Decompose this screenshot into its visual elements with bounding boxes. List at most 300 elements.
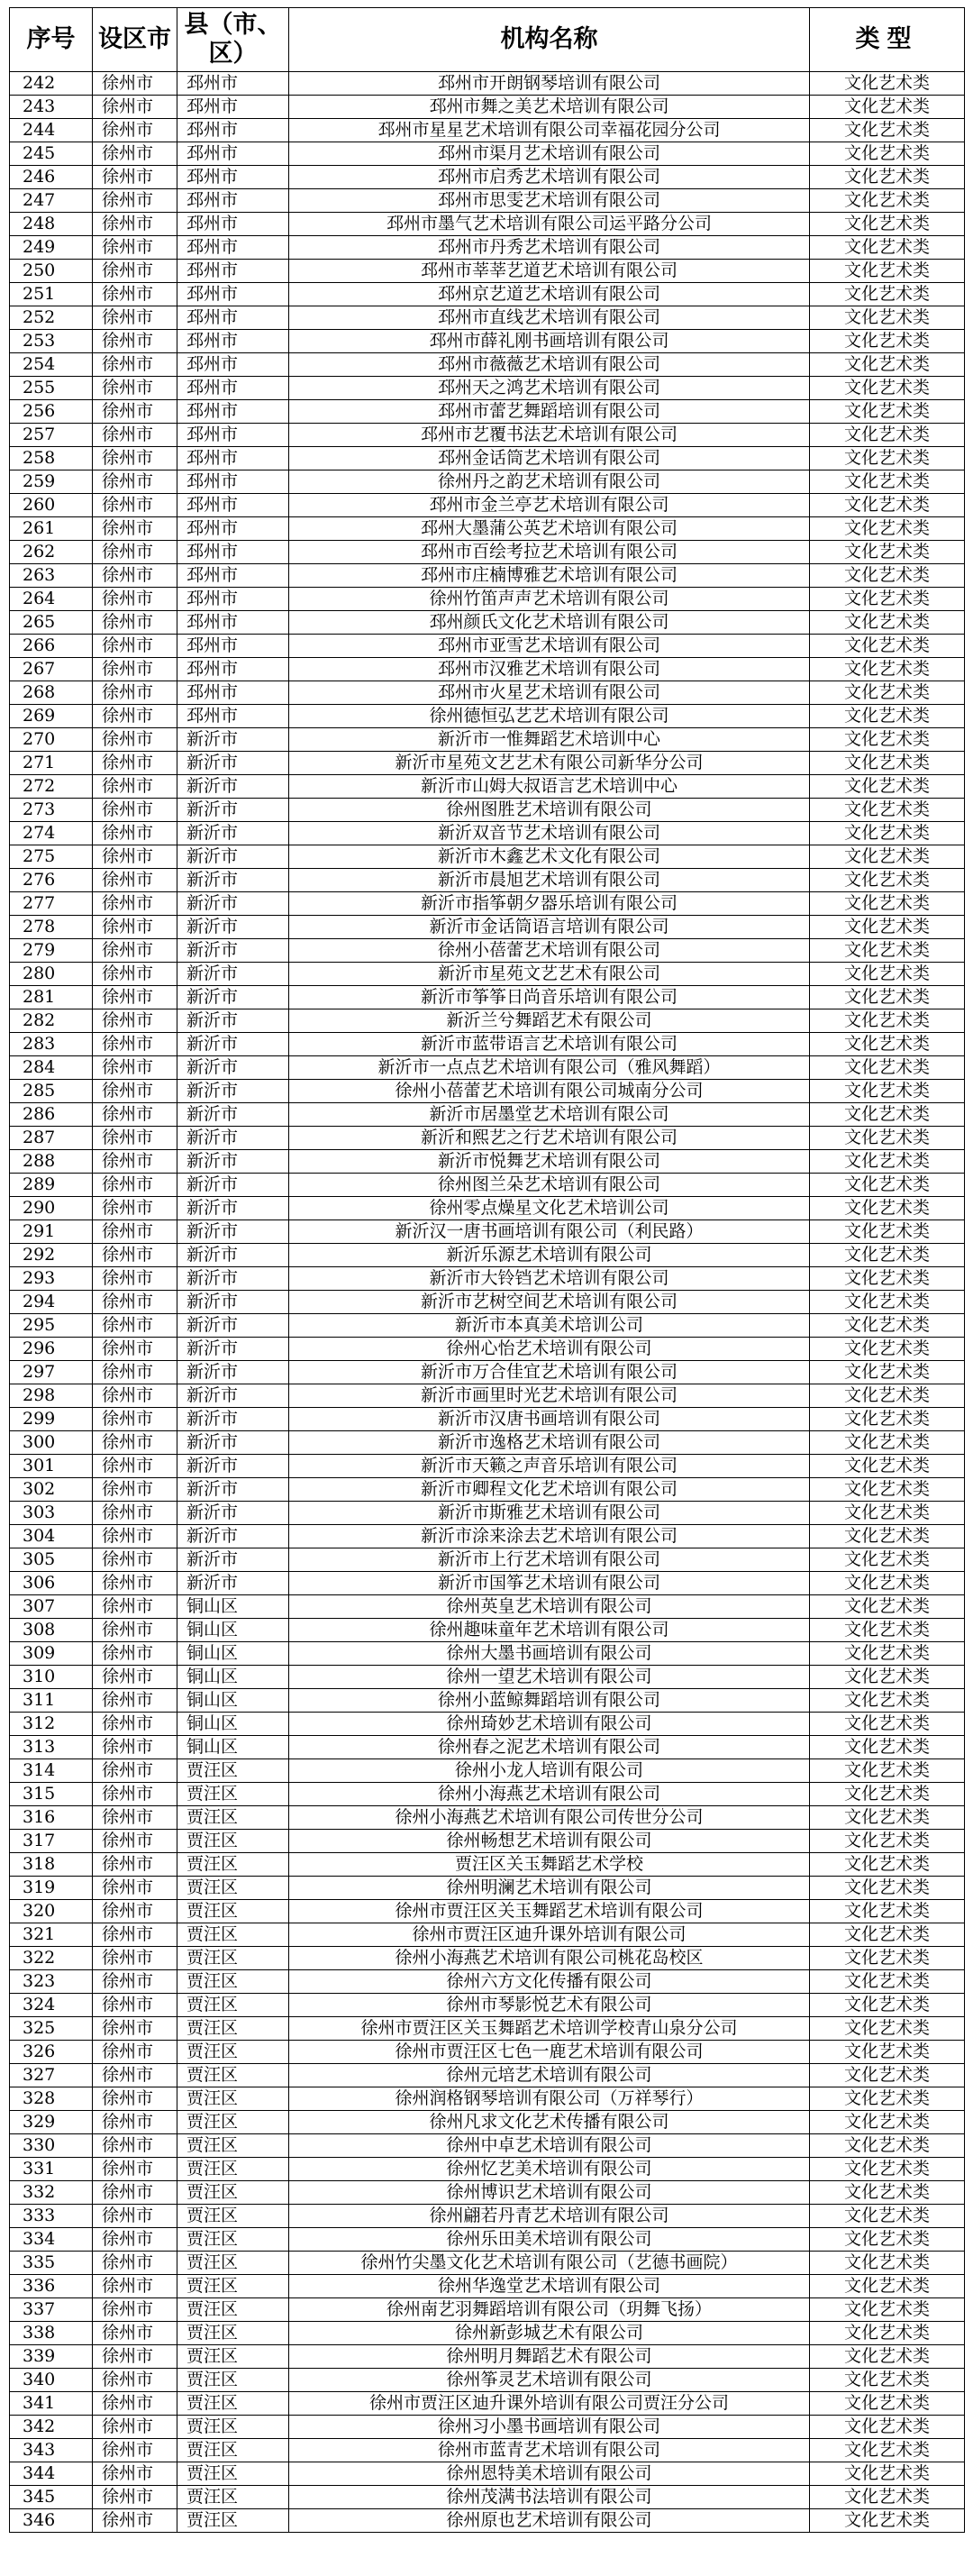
- cell-seq: 318: [10, 1853, 93, 1877]
- table-row: [10, 1947, 965, 1970]
- cell-type: 文化艺术类: [810, 1595, 965, 1619]
- cell-type: 文化艺术类: [810, 1478, 965, 1502]
- table-row: [10, 1478, 965, 1502]
- table-row: [10, 1548, 965, 1572]
- cell-type: 文化艺术类: [810, 1502, 965, 1525]
- cell-seq: 285: [10, 1080, 93, 1103]
- cell-county: 贾汪区: [177, 2064, 289, 2087]
- cell-name: 徐州竹尖墨文化艺术培训有限公司（艺德书画院）: [289, 2252, 810, 2275]
- cell-name: 徐州凡求文化艺术传播有限公司: [289, 2111, 810, 2134]
- cell-type: 文化艺术类: [810, 939, 965, 963]
- cell-county: 新沂市: [177, 1150, 289, 1174]
- cell-type: 文化艺术类: [810, 213, 965, 236]
- cell-name: 邳州市莘莘艺道艺术培训有限公司: [289, 260, 810, 283]
- cell-city: 徐州市: [93, 2416, 177, 2439]
- cell-type: 文化艺术类: [810, 119, 965, 142]
- cell-county: 新沂市: [177, 1127, 289, 1150]
- cell-name: 新沂市涂来涂去艺术培训有限公司: [289, 1525, 810, 1548]
- cell-city: 徐州市: [93, 1174, 177, 1197]
- cell-city: 徐州市: [93, 822, 177, 845]
- table-row: [10, 2322, 965, 2345]
- cell-type: 文化艺术类: [810, 611, 965, 635]
- cell-seq: 335: [10, 2252, 93, 2275]
- cell-county: 贾汪区: [177, 2345, 289, 2369]
- cell-type: 文化艺术类: [810, 2228, 965, 2252]
- cell-county: 新沂市: [177, 1103, 289, 1127]
- table-row: [10, 236, 965, 260]
- cell-name: 徐州忆艺美术培训有限公司: [289, 2158, 810, 2181]
- cell-type: 文化艺术类: [810, 1291, 965, 1314]
- cell-name: 邳州市艺覆书法艺术培训有限公司: [289, 424, 810, 447]
- cell-county: 贾汪区: [177, 1900, 289, 1923]
- cell-county: 新沂市: [177, 1033, 289, 1056]
- table-row: [10, 1525, 965, 1548]
- cell-city: 徐州市: [93, 2205, 177, 2228]
- cell-county: 铜山区: [177, 1736, 289, 1759]
- cell-seq: 329: [10, 2111, 93, 2134]
- cell-city: 徐州市: [93, 1619, 177, 1642]
- cell-county: 邳州市: [177, 189, 289, 213]
- cell-seq: 316: [10, 1806, 93, 1830]
- cell-city: 徐州市: [93, 1947, 177, 1970]
- cell-county: 新沂市: [177, 1502, 289, 1525]
- cell-county: 贾汪区: [177, 2041, 289, 2064]
- cell-type: 文化艺术类: [810, 2064, 965, 2087]
- cell-county: 邳州市: [177, 470, 289, 494]
- table-row: [10, 2298, 965, 2322]
- cell-seq: 334: [10, 2228, 93, 2252]
- cell-name: 徐州春之泥艺术培训有限公司: [289, 1736, 810, 1759]
- cell-name: 邳州市星星艺术培训有限公司幸福花园分公司: [289, 119, 810, 142]
- cell-city: 徐州市: [93, 1525, 177, 1548]
- cell-city: 徐州市: [93, 1666, 177, 1689]
- cell-type: 文化艺术类: [810, 424, 965, 447]
- cell-type: 文化艺术类: [810, 2369, 965, 2392]
- cell-name: 邳州市庄楠博雅艺术培训有限公司: [289, 564, 810, 588]
- cell-city: 徐州市: [93, 2392, 177, 2416]
- table-row: [10, 424, 965, 447]
- cell-city: 徐州市: [93, 2252, 177, 2275]
- cell-type: 文化艺术类: [810, 2134, 965, 2158]
- cell-county: 贾汪区: [177, 1759, 289, 1783]
- cell-city: 徐州市: [93, 2181, 177, 2205]
- table-row: [10, 2205, 965, 2228]
- cell-county: 邳州市: [177, 400, 289, 424]
- cell-name: 新沂市金话筒语言培训有限公司: [289, 916, 810, 939]
- cell-county: 邳州市: [177, 72, 289, 96]
- cell-type: 文化艺术类: [810, 2486, 965, 2509]
- cell-county: 贾汪区: [177, 2416, 289, 2439]
- cell-seq: 244: [10, 119, 93, 142]
- cell-type: 文化艺术类: [810, 306, 965, 330]
- cell-city: 徐州市: [93, 2462, 177, 2486]
- cell-city: 徐州市: [93, 1408, 177, 1431]
- cell-type: 文化艺术类: [810, 1267, 965, 1291]
- cell-type: 文化艺术类: [810, 1853, 965, 1877]
- cell-county: 贾汪区: [177, 2462, 289, 2486]
- cell-city: 徐州市: [93, 635, 177, 658]
- cell-city: 徐州市: [93, 1806, 177, 1830]
- cell-city: 徐州市: [93, 119, 177, 142]
- cell-seq: 278: [10, 916, 93, 939]
- cell-type: 文化艺术类: [810, 1642, 965, 1666]
- cell-city: 徐州市: [93, 1970, 177, 1994]
- cell-type: 文化艺术类: [810, 799, 965, 822]
- table-row: [10, 1877, 965, 1900]
- cell-name: 徐州中卓艺术培训有限公司: [289, 2134, 810, 2158]
- cell-name: 徐州市贾汪区七色一鹿艺术培训有限公司: [289, 2041, 810, 2064]
- cell-seq: 340: [10, 2369, 93, 2392]
- cell-seq: 299: [10, 1408, 93, 1431]
- cell-county: 邳州市: [177, 260, 289, 283]
- cell-city: 徐州市: [93, 752, 177, 775]
- cell-seq: 243: [10, 96, 93, 119]
- cell-seq: 255: [10, 377, 93, 400]
- table-row: [10, 2064, 965, 2087]
- cell-name: 徐州六方文化传播有限公司: [289, 1970, 810, 1994]
- cell-type: 文化艺术类: [810, 588, 965, 611]
- table-row: [10, 189, 965, 213]
- table-row: [10, 494, 965, 517]
- cell-type: 文化艺术类: [810, 1220, 965, 1244]
- table-row: [10, 2252, 965, 2275]
- cell-city: 徐州市: [93, 1197, 177, 1220]
- table-row: [10, 1923, 965, 1947]
- cell-seq: 260: [10, 494, 93, 517]
- cell-county: 邳州市: [177, 681, 289, 705]
- cell-name: 邳州颜氏文化艺术培训有限公司: [289, 611, 810, 635]
- cell-name: 邳州市金兰亭艺术培训有限公司: [289, 494, 810, 517]
- cell-name: 徐州小蓓蕾艺术培训有限公司: [289, 939, 810, 963]
- cell-name: 邳州市薛礼刚书画培训有限公司: [289, 330, 810, 353]
- cell-county: 新沂市: [177, 822, 289, 845]
- cell-type: 文化艺术类: [810, 1666, 965, 1689]
- cell-name: 新沂和熙艺之行艺术培训有限公司: [289, 1127, 810, 1150]
- cell-seq: 310: [10, 1666, 93, 1689]
- cell-name: 徐州畅想艺术培训有限公司: [289, 1830, 810, 1853]
- cell-county: 邳州市: [177, 119, 289, 142]
- table-row: [10, 119, 965, 142]
- table-row: [10, 1783, 965, 1806]
- table-row: [10, 681, 965, 705]
- cell-city: 徐州市: [93, 213, 177, 236]
- cell-county: 贾汪区: [177, 2298, 289, 2322]
- document-page: [9, 7, 964, 2533]
- cell-type: 文化艺术类: [810, 260, 965, 283]
- table-row: [10, 635, 965, 658]
- cell-city: 徐州市: [93, 494, 177, 517]
- table-row: [10, 2345, 965, 2369]
- cell-type: 文化艺术类: [810, 2017, 965, 2041]
- cell-county: 新沂市: [177, 1408, 289, 1431]
- cell-name: 新沂市星苑文艺艺术有限公司新华分公司: [289, 752, 810, 775]
- cell-name: 徐州南艺羽舞蹈培训有限公司（玥舞飞扬）: [289, 2298, 810, 2322]
- cell-county: 铜山区: [177, 1689, 289, 1713]
- cell-county: 邳州市: [177, 588, 289, 611]
- cell-county: 贾汪区: [177, 2158, 289, 2181]
- cell-name: 新沂市木鑫艺术文化有限公司: [289, 845, 810, 869]
- cell-seq: 317: [10, 1830, 93, 1853]
- cell-seq: 256: [10, 400, 93, 424]
- cell-seq: 283: [10, 1033, 93, 1056]
- cell-type: 文化艺术类: [810, 1923, 965, 1947]
- cell-city: 徐州市: [93, 1877, 177, 1900]
- cell-city: 徐州市: [93, 2275, 177, 2298]
- cell-city: 徐州市: [93, 2041, 177, 2064]
- cell-county: 新沂市: [177, 1455, 289, 1478]
- cell-type: 文化艺术类: [810, 1127, 965, 1150]
- header-name: 机构名称: [289, 8, 810, 72]
- cell-city: 徐州市: [93, 1900, 177, 1923]
- cell-city: 徐州市: [93, 306, 177, 330]
- cell-city: 徐州市: [93, 916, 177, 939]
- cell-county: 贾汪区: [177, 2392, 289, 2416]
- cell-name: 邳州市舞之美艺术培训有限公司: [289, 96, 810, 119]
- cell-type: 文化艺术类: [810, 2087, 965, 2111]
- table-row: [10, 2486, 965, 2509]
- cell-name: 邳州市启秀艺术培训有限公司: [289, 166, 810, 189]
- cell-county: 贾汪区: [177, 1947, 289, 1970]
- cell-seq: 274: [10, 822, 93, 845]
- cell-seq: 296: [10, 1338, 93, 1361]
- cell-type: 文化艺术类: [810, 1431, 965, 1455]
- cell-type: 文化艺术类: [810, 1783, 965, 1806]
- cell-seq: 324: [10, 1994, 93, 2017]
- cell-seq: 290: [10, 1197, 93, 1220]
- table-row: [10, 2134, 965, 2158]
- cell-city: 徐州市: [93, 1314, 177, 1338]
- cell-city: 徐州市: [93, 1220, 177, 1244]
- cell-seq: 309: [10, 1642, 93, 1666]
- cell-city: 徐州市: [93, 2439, 177, 2462]
- table-row: [10, 1830, 965, 1853]
- cell-city: 徐州市: [93, 1595, 177, 1619]
- cell-county: 新沂市: [177, 1009, 289, 1033]
- cell-city: 徐州市: [93, 939, 177, 963]
- cell-name: 新沂市国筝艺术培训有限公司: [289, 1572, 810, 1595]
- cell-county: 贾汪区: [177, 2252, 289, 2275]
- cell-seq: 249: [10, 236, 93, 260]
- cell-name: 徐州元培艺术培训有限公司: [289, 2064, 810, 2087]
- cell-city: 徐州市: [93, 72, 177, 96]
- cell-type: 文化艺术类: [810, 377, 965, 400]
- cell-seq: 343: [10, 2439, 93, 2462]
- cell-seq: 266: [10, 635, 93, 658]
- cell-name: 徐州小蓓蕾艺术培训有限公司城南分公司: [289, 1080, 810, 1103]
- cell-type: 文化艺术类: [810, 72, 965, 96]
- cell-county: 贾汪区: [177, 1830, 289, 1853]
- table-row: [10, 1127, 965, 1150]
- cell-type: 文化艺术类: [810, 705, 965, 728]
- cell-type: 文化艺术类: [810, 892, 965, 916]
- cell-county: 新沂市: [177, 1384, 289, 1408]
- cell-seq: 308: [10, 1619, 93, 1642]
- cell-name: 徐州竹笛声声艺术培训有限公司: [289, 588, 810, 611]
- cell-county: 贾汪区: [177, 1783, 289, 1806]
- cell-county: 邳州市: [177, 96, 289, 119]
- cell-city: 徐州市: [93, 1244, 177, 1267]
- cell-seq: 276: [10, 869, 93, 892]
- cell-city: 徐州市: [93, 1759, 177, 1783]
- cell-name: 徐州华逸堂艺术培训有限公司: [289, 2275, 810, 2298]
- table-row: [10, 1666, 965, 1689]
- table-row: [10, 2416, 965, 2439]
- cell-name: 徐州市贾汪区关玉舞蹈艺术培训有限公司: [289, 1900, 810, 1923]
- cell-county: 贾汪区: [177, 1877, 289, 1900]
- cell-seq: 337: [10, 2298, 93, 2322]
- cell-seq: 320: [10, 1900, 93, 1923]
- cell-seq: 307: [10, 1595, 93, 1619]
- table-row: [10, 400, 965, 424]
- table-row: [10, 1384, 965, 1408]
- cell-name: 徐州市贾汪区迪升课外培训有限公司贾汪分公司: [289, 2392, 810, 2416]
- cell-county: 新沂市: [177, 1174, 289, 1197]
- table-row: [10, 1408, 965, 1431]
- cell-name: 邳州天之鸿艺术培训有限公司: [289, 377, 810, 400]
- cell-seq: 346: [10, 2509, 93, 2533]
- cell-name: 新沂市星苑文艺艺术有限公司: [289, 963, 810, 986]
- cell-seq: 248: [10, 213, 93, 236]
- cell-type: 文化艺术类: [810, 1572, 965, 1595]
- cell-city: 徐州市: [93, 705, 177, 728]
- cell-seq: 254: [10, 353, 93, 377]
- cell-county: 邳州市: [177, 353, 289, 377]
- cell-city: 徐州市: [93, 189, 177, 213]
- table-row: [10, 517, 965, 541]
- cell-seq: 273: [10, 799, 93, 822]
- cell-name: 新沂市晨旭艺术培训有限公司: [289, 869, 810, 892]
- table-row: [10, 1244, 965, 1267]
- cell-name: 徐州小蓝鲸舞蹈培训有限公司: [289, 1689, 810, 1713]
- cell-type: 文化艺术类: [810, 1830, 965, 1853]
- cell-city: 徐州市: [93, 2228, 177, 2252]
- cell-county: 新沂市: [177, 939, 289, 963]
- table-row: [10, 986, 965, 1009]
- cell-seq: 258: [10, 447, 93, 470]
- cell-county: 新沂市: [177, 799, 289, 822]
- table-row: [10, 892, 965, 916]
- cell-county: 邳州市: [177, 564, 289, 588]
- cell-type: 文化艺术类: [810, 1150, 965, 1174]
- table-row: [10, 611, 965, 635]
- cell-seq: 242: [10, 72, 93, 96]
- cell-seq: 327: [10, 2064, 93, 2087]
- cell-city: 徐州市: [93, 1384, 177, 1408]
- cell-name: 邳州金话筒艺术培训有限公司: [289, 447, 810, 470]
- cell-city: 徐州市: [93, 775, 177, 799]
- table-header-row: [10, 8, 965, 72]
- cell-seq: 272: [10, 775, 93, 799]
- table-row: [10, 541, 965, 564]
- cell-county: 铜山区: [177, 1619, 289, 1642]
- cell-city: 徐州市: [93, 728, 177, 752]
- cell-city: 徐州市: [93, 353, 177, 377]
- cell-city: 徐州市: [93, 681, 177, 705]
- cell-seq: 267: [10, 658, 93, 681]
- cell-name: 徐州习小墨书画培训有限公司: [289, 2416, 810, 2439]
- cell-type: 文化艺术类: [810, 1689, 965, 1713]
- cell-seq: 245: [10, 142, 93, 166]
- table-row: [10, 377, 965, 400]
- cell-city: 徐州市: [93, 2087, 177, 2111]
- cell-city: 徐州市: [93, 2017, 177, 2041]
- cell-county: 铜山区: [177, 1642, 289, 1666]
- table-row: [10, 2439, 965, 2462]
- cell-county: 贾汪区: [177, 2087, 289, 2111]
- cell-county: 贾汪区: [177, 2228, 289, 2252]
- cell-county: 邳州市: [177, 166, 289, 189]
- cell-type: 文化艺术类: [810, 2181, 965, 2205]
- cell-seq: 339: [10, 2345, 93, 2369]
- cell-seq: 262: [10, 541, 93, 564]
- cell-name: 徐州明月舞蹈艺术有限公司: [289, 2345, 810, 2369]
- table-row: [10, 1970, 965, 1994]
- table-row: [10, 869, 965, 892]
- cell-city: 徐州市: [93, 1736, 177, 1759]
- cell-name: 新沂市悦舞艺术培训有限公司: [289, 1150, 810, 1174]
- cell-seq: 288: [10, 1150, 93, 1174]
- cell-name: 新沂市指筝朝夕器乐培训有限公司: [289, 892, 810, 916]
- table-row: [10, 1197, 965, 1220]
- cell-county: 贾汪区: [177, 2181, 289, 2205]
- table-row: [10, 2041, 965, 2064]
- cell-type: 文化艺术类: [810, 869, 965, 892]
- cell-city: 徐州市: [93, 869, 177, 892]
- cell-name: 邳州市亚雪艺术培训有限公司: [289, 635, 810, 658]
- cell-type: 文化艺术类: [810, 96, 965, 119]
- cell-seq: 297: [10, 1361, 93, 1384]
- cell-type: 文化艺术类: [810, 166, 965, 189]
- cell-city: 徐州市: [93, 517, 177, 541]
- cell-type: 文化艺术类: [810, 330, 965, 353]
- cell-city: 徐州市: [93, 142, 177, 166]
- table-body: [10, 72, 965, 2533]
- table-row: [10, 1994, 965, 2017]
- cell-city: 徐州市: [93, 166, 177, 189]
- cell-type: 文化艺术类: [810, 822, 965, 845]
- cell-county: 贾汪区: [177, 2369, 289, 2392]
- cell-type: 文化艺术类: [810, 1947, 965, 1970]
- table-row: [10, 2158, 965, 2181]
- cell-type: 文化艺术类: [810, 1103, 965, 1127]
- cell-type: 文化艺术类: [810, 1384, 965, 1408]
- cell-name: 徐州博识艺术培训有限公司: [289, 2181, 810, 2205]
- cell-name: 新沂市画里时光艺术培训有限公司: [289, 1384, 810, 1408]
- cell-county: 邳州市: [177, 330, 289, 353]
- cell-name: 新沂市一点点艺术培训有限公司（雅风舞蹈）: [289, 1056, 810, 1080]
- cell-name: 徐州小龙人培训有限公司: [289, 1759, 810, 1783]
- cell-seq: 321: [10, 1923, 93, 1947]
- cell-name: 邳州大墨蒲公英艺术培训有限公司: [289, 517, 810, 541]
- cell-city: 徐州市: [93, 1713, 177, 1736]
- table-row: [10, 845, 965, 869]
- cell-seq: 292: [10, 1244, 93, 1267]
- table-row: [10, 1338, 965, 1361]
- cell-seq: 314: [10, 1759, 93, 1783]
- cell-county: 贾汪区: [177, 2439, 289, 2462]
- cell-county: 新沂市: [177, 1525, 289, 1548]
- cell-name: 徐州图兰朵艺术培训有限公司: [289, 1174, 810, 1197]
- table-row: [10, 1502, 965, 1525]
- cell-name: 新沂市上行艺术培训有限公司: [289, 1548, 810, 1572]
- table-row: [10, 2228, 965, 2252]
- cell-county: 新沂市: [177, 1361, 289, 1384]
- cell-seq: 300: [10, 1431, 93, 1455]
- cell-county: 新沂市: [177, 1338, 289, 1361]
- cell-type: 文化艺术类: [810, 283, 965, 306]
- cell-city: 徐州市: [93, 611, 177, 635]
- cell-type: 文化艺术类: [810, 2041, 965, 2064]
